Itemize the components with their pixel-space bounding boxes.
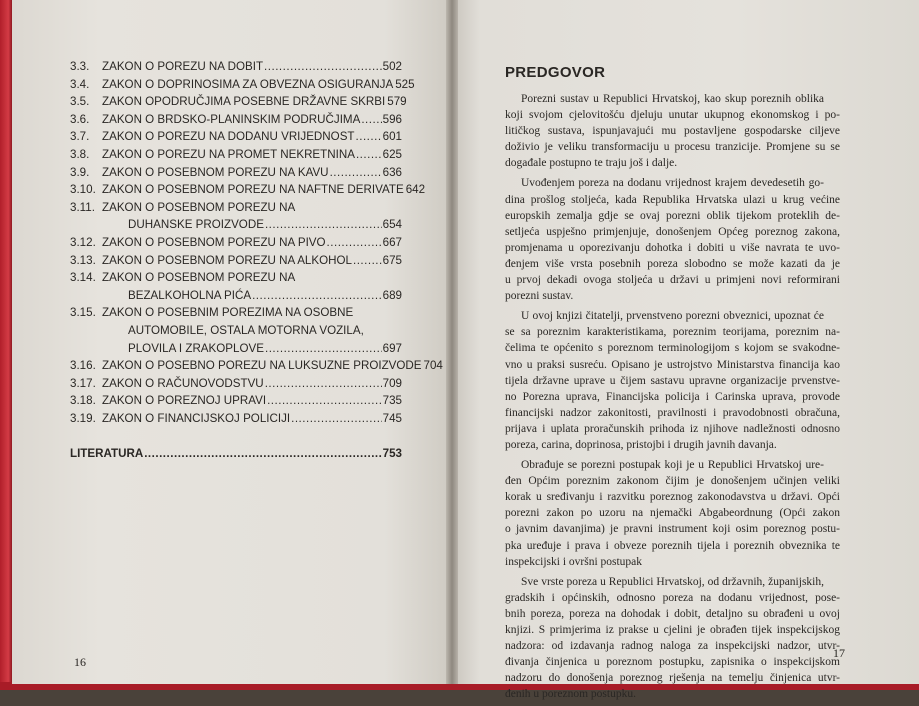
text-line: pka uređuje i prava i obveze poreznih tijela i poreznih obveznika te xyxy=(505,539,840,552)
toc-title: ZAKON O POSEBNOM POREZU NA xyxy=(102,200,296,214)
toc-page-number: 642 xyxy=(405,183,426,197)
toc-title: ZAKON O POSEBNOM POREZU NA KAVU xyxy=(102,165,329,179)
preface xyxy=(505,64,840,706)
toc-leader-dots xyxy=(330,164,382,182)
toc-number: 3.13. xyxy=(70,253,96,267)
text-line: korak u sređivanju i razvitku poreznog zakonodavstva u državi. Opći xyxy=(505,491,840,504)
toc-entry xyxy=(70,199,402,234)
toc-entry xyxy=(70,93,407,111)
toc-number: 3.9. xyxy=(70,165,90,179)
text-line: gradskih i općinskih, odnosno poreza na dodanu vrijednost, pose- xyxy=(505,591,840,604)
toc-title: ZAKON OPODRUČJIMA POSEBNE DRŽAVNE SKRBI xyxy=(102,95,386,109)
toc-number: 3.6. xyxy=(70,112,90,126)
toc-page-number: 502 xyxy=(382,60,402,73)
toc-number: 3.7. xyxy=(70,130,90,144)
toc-literatura xyxy=(70,445,402,463)
toc-page-number: 525 xyxy=(395,77,415,91)
toc-number: 3.14. xyxy=(70,271,96,285)
toc-page-number: 709 xyxy=(382,376,402,390)
preface-paragraph xyxy=(505,91,840,171)
toc-number: 3.3. xyxy=(70,60,90,73)
preface-heading: PREDGOVOR xyxy=(505,64,606,81)
book-gutter xyxy=(446,0,458,684)
toc-leader-dots xyxy=(356,128,382,146)
toc-title: ZAKON O POSEBNOM POREZU NA xyxy=(102,271,296,285)
toc-title: ZAKON O POREZNOJ UPRAVI xyxy=(102,394,267,408)
preface-paragraph xyxy=(505,175,840,304)
preface-paragraph xyxy=(505,308,840,453)
preface-paragraph xyxy=(505,574,840,703)
toc-title: ZAKON O POREZU NA DODANU VRIJEDNOST xyxy=(102,130,355,144)
toc-page-number: 667 xyxy=(382,235,402,249)
toc-leader-dots xyxy=(327,234,382,252)
toc-page-number: 704 xyxy=(423,359,443,373)
toc-entry xyxy=(70,111,402,129)
text-line: u prvoj dekadi ovoga stoljeća u državi u primjeni novi reformirani xyxy=(505,274,840,287)
toc-page-number: 745 xyxy=(382,411,402,425)
toc-leader-dots xyxy=(144,445,381,463)
preface-body xyxy=(505,91,840,702)
toc-entry xyxy=(70,392,402,410)
text-line: nadzoru do donošenja poreznog rješenja na temelju činjenica utvr- xyxy=(505,672,840,685)
toc-number: 3.8. xyxy=(70,147,90,161)
toc-number: 3.10. xyxy=(70,183,96,197)
toc-leader-dots xyxy=(265,375,382,393)
toc-title: LITERATURA xyxy=(70,447,144,461)
left-page-number: 16 xyxy=(74,655,86,669)
text-line: đivanja činjenica u poreznom postupku, zapisnika o inspekcijskom xyxy=(505,656,840,669)
text-line: Porezni sustav u Republici Hrvatskoj, kao skup poreznih oblika xyxy=(521,93,824,105)
toc-title: ZAKON O POSEBNOM POREZU NA PIVO xyxy=(102,235,326,249)
toc-page-number: 636 xyxy=(382,165,402,179)
toc-title: PLOVILA I ZRAKOPLOVE xyxy=(128,341,264,355)
text-line: setljeća uspješno primjenjuje, donošenjem Općeg poreznog zakona, xyxy=(505,225,840,238)
toc-entry xyxy=(70,181,426,199)
toc-page-number: 689 xyxy=(382,288,402,302)
toc-number: 3.18. xyxy=(70,394,96,408)
text-line: čelima te općenito s poreznom terminologijom s kojom se svakodne- xyxy=(505,342,840,355)
text-line: porezni sustav. xyxy=(505,290,574,303)
preface-paragraph xyxy=(505,457,840,570)
text-line: nadzora: od izdavanja radnog naloga za inspekcijski nadzor, utvr- xyxy=(505,640,840,653)
toc-entry xyxy=(70,164,402,182)
toc-title: ZAKON O FINANCIJSKOJ POLICIJI xyxy=(102,411,291,425)
text-line: događale postupno te traju još i dalje. xyxy=(505,157,678,170)
text-line: Uvođenjem poreza na dodanu vrijednost krajem devedesetih go- xyxy=(521,177,824,190)
table-of-contents xyxy=(70,58,443,463)
toc-leader-dots xyxy=(252,287,382,305)
toc-page-number: 625 xyxy=(382,147,402,161)
text-line: porezni zakon po uzoru na njemački Abgabeordnung (Opći zakon xyxy=(505,507,840,520)
toc-number: 3.4. xyxy=(70,77,90,91)
text-line: bnih poreza, poreza na dohodak i dobit, detaljno su obrađeni u ovoj xyxy=(505,607,840,620)
toc-number: 3.16. xyxy=(70,359,96,373)
text-line: prijava i uplata proračunskih prihoda iz njihove nadležnosti odnosno xyxy=(505,422,840,435)
toc-title: DUHANSKE PROIZVODE xyxy=(128,218,264,232)
toc-leader-dots xyxy=(356,146,382,164)
toc-title: BEZALKOHOLNA PIĆA xyxy=(128,288,252,302)
toc-page-number: 596 xyxy=(382,112,402,126)
toc-entry xyxy=(70,58,402,76)
toc-entry xyxy=(70,304,402,357)
text-line: Obrađuje se porezni postupak koji je u Republici Hrvatskoj ure- xyxy=(521,459,824,472)
text-line: no Porezna uprava, Financijska policija i Carinska uprava, provode xyxy=(505,390,840,403)
toc-number: 3.12. xyxy=(70,235,96,249)
toc-page-number: 675 xyxy=(382,253,402,267)
toc-title: ZAKON O DOPRINOSIMA ZA OBVEZNA OSIGURANJA xyxy=(102,77,394,91)
toc-title: ZAKON O POSEBNIM POREZIMA NA OSOBNE xyxy=(102,306,354,320)
text-line: koji svojom cjelovitošću djeluju unutar ukupnog ekonomskog i po- xyxy=(505,109,840,122)
text-line: vno u praksi susreću. Opisano je ustrojstvo Ministarstva financija kao xyxy=(505,358,840,371)
toc-number: 3.15. xyxy=(70,306,96,320)
toc-title: ZAKON O BRDSKO-PLANINSKIM PODRUČJIMA xyxy=(102,112,361,126)
right-page-number: 17 xyxy=(833,646,845,660)
book-cover-edge xyxy=(0,0,12,690)
toc-page-number: 579 xyxy=(387,95,407,109)
toc-title: ZAKON O POSEBNOM POREZU NA NAFTNE DERIVATE xyxy=(102,183,404,197)
text-line: U ovoj knjizi čitatelji, prvenstveno porezni obveznici, upoznat će xyxy=(521,310,824,323)
toc-entry xyxy=(70,357,443,375)
toc-entry xyxy=(70,234,402,252)
toc-number: 3.5. xyxy=(70,95,90,109)
text-line: Sve vrste poreza u Republici Hrvatskoj, od državnih, županijskih, xyxy=(521,575,824,588)
toc-entry xyxy=(70,410,402,428)
toc-title: ZAKON O POSEBNOM POREZU NA ALKOHOL xyxy=(102,253,352,267)
toc-leader-dots xyxy=(291,410,382,428)
toc-number: 3.19. xyxy=(70,411,96,425)
text-line: litičkog sustava, ispunjavajući mu postavljene gospodarske ciljeve xyxy=(505,125,840,138)
toc-page-number: 654 xyxy=(382,218,402,232)
toc-page-number: 697 xyxy=(382,341,402,355)
toc-title: ZAKON O POSEBNO POREZU NA LUKSUZNE PROIZVODE xyxy=(102,359,422,373)
toc-leader-dots xyxy=(265,340,382,358)
toc-entry xyxy=(70,146,402,164)
text-line: poreza, carina, doprinosa, pristojbi i drugih javnih davanja. xyxy=(505,438,777,451)
toc-leader-dots xyxy=(267,392,382,410)
text-line: o javnim davanjima) je pravni instrument koji osim poreznog postu- xyxy=(505,523,840,536)
toc-entry xyxy=(70,128,402,146)
text-line: đen Općim poreznim zakonom čijim je donošenjem učinjen veliki xyxy=(505,475,840,488)
text-line: financijski nadzor zakonitosti, pravilnosti i pravodobnosti obračuna, xyxy=(505,406,840,419)
text-line: promjenama u oporezivanju dohotka i dobiti u više navrata te uvo- xyxy=(505,241,840,254)
toc-title: ZAKON O POREZU NA PROMET NEKRETNINA xyxy=(102,147,355,161)
toc-number: 3.17. xyxy=(70,376,96,390)
toc-entry xyxy=(70,76,415,94)
text-line: knjizi. S primjerima iz prakse u cjelini je obrađen tijek inspekcijskog xyxy=(505,624,840,636)
toc-number: 3.11. xyxy=(70,200,95,214)
toc-title: AUTOMOBILE, OSTALA MOTORNA VOZILA, xyxy=(128,323,364,337)
text-line: europskih zemalja gdje se ovaj porezni oblik tijekom proteklih de- xyxy=(505,209,840,222)
toc-page-number: 601 xyxy=(382,130,402,144)
toc-entry xyxy=(70,252,402,270)
toc-entry xyxy=(70,269,402,304)
toc-leader-dots xyxy=(361,111,381,129)
text-line: đenjem više vrsta posebnih poreza slobodno se može kazati da je xyxy=(505,257,840,270)
toc-title: ZAKON O RAČUNOVODSTVU xyxy=(102,376,264,390)
toc-entry xyxy=(70,375,402,393)
text-line: doživio je veliku transformaciju u procesu tranzicije. Promjene su se xyxy=(505,141,840,154)
toc-leader-dots xyxy=(265,216,382,234)
toc-title: ZAKON O POREZU NA DOBIT xyxy=(102,60,264,73)
toc-leader-dots xyxy=(353,252,382,270)
text-line: inspekcijski i ovršni postupak xyxy=(505,555,643,568)
toc-page-number: 753 xyxy=(382,447,402,461)
text-line: se sa poreznim karakteristikama, poreznim teorijama, poreznim na- xyxy=(505,326,840,339)
text-line: đenih u poreznom postupku. xyxy=(505,688,636,701)
toc-page-number: 735 xyxy=(382,394,402,408)
toc-leader-dots xyxy=(264,58,382,76)
text-line: tijela državne uprave u čijem sastavu upravne organizacije prvenstve- xyxy=(505,374,840,387)
text-line: dina prošlog stoljeća, kada Republika Hrvatska ulazi u krug većine xyxy=(505,193,840,206)
